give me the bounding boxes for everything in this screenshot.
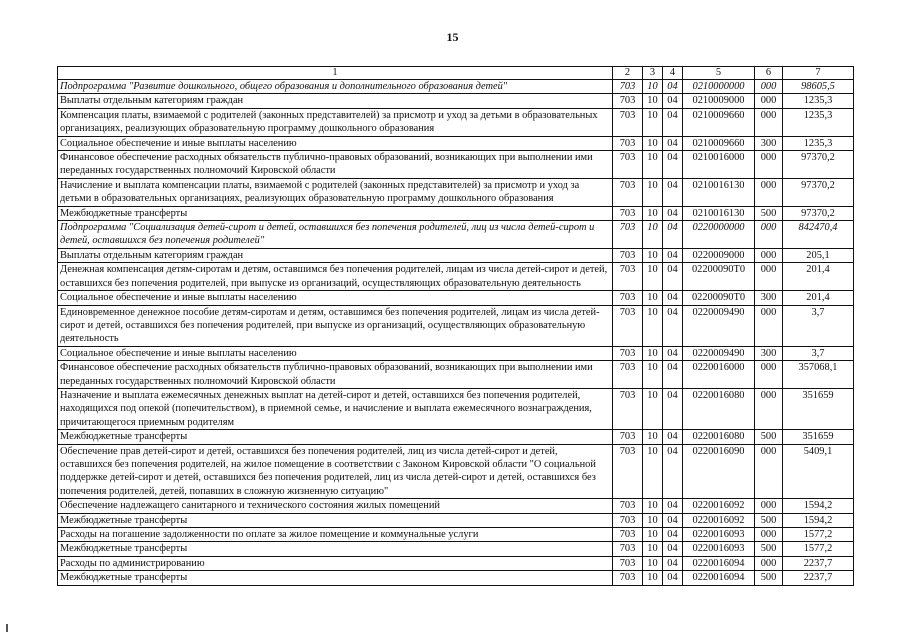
expense-type-cell: 000 [755, 80, 783, 94]
admin-code-cell: 703 [613, 178, 643, 206]
subsection-cell: 04 [663, 444, 683, 499]
row-name-cell: Обеспечение надлежащего санитарного и технического состояния жилых помещений [58, 499, 613, 513]
table-row [58, 80, 854, 94]
target-article-cell: 0220016092 [683, 499, 755, 513]
target-article-cell: 0210016000 [683, 151, 755, 179]
row-name-cell: Межбюджетные трансферты [58, 430, 613, 444]
amount-cell: 842470,4 [783, 221, 854, 249]
section-cell: 10 [643, 528, 663, 542]
admin-code-cell: 703 [613, 430, 643, 444]
amount-cell: 205,1 [783, 248, 854, 262]
admin-code-cell: 703 [613, 108, 643, 136]
subsection-cell: 04 [663, 388, 683, 429]
expense-type-cell: 300 [755, 346, 783, 360]
target-article-cell: 0210016130 [683, 206, 755, 220]
target-article-cell: 0220016080 [683, 430, 755, 444]
section-cell: 10 [643, 346, 663, 360]
row-name-cell: Начисление и выплата компенсации платы, взимаемой с родителей (законных представителей) за присмотр и уход за детьми в образовательных организациях, реализующих образовательную программу дошкольного образования [58, 178, 613, 206]
section-cell: 10 [643, 136, 663, 150]
expense-type-cell: 500 [755, 513, 783, 527]
expense-type-cell: 500 [755, 542, 783, 556]
subsection-cell: 04 [663, 361, 683, 389]
admin-code-cell: 703 [613, 361, 643, 389]
amount-cell: 3,7 [783, 346, 854, 360]
table-body [58, 80, 854, 586]
admin-code-cell: 703 [613, 291, 643, 305]
target-article-cell: 0220016093 [683, 528, 755, 542]
target-article-cell: 0220016094 [683, 556, 755, 570]
admin-code-cell: 703 [613, 248, 643, 262]
expense-type-cell: 000 [755, 94, 783, 108]
admin-code-cell: 703 [613, 542, 643, 556]
section-cell: 10 [643, 305, 663, 346]
target-article-cell: 0210000000 [683, 80, 755, 94]
amount-cell: 1594,2 [783, 513, 854, 527]
table-row [58, 108, 854, 136]
table-header-row [58, 67, 854, 80]
row-name-cell: Социальное обеспечение и иные выплаты населению [58, 346, 613, 360]
target-article-cell: 02200090Т0 [683, 263, 755, 291]
expense-type-cell: 500 [755, 206, 783, 220]
expense-type-cell: 000 [755, 178, 783, 206]
section-cell: 10 [643, 263, 663, 291]
table-row [58, 221, 854, 249]
section-cell: 10 [643, 388, 663, 429]
amount-cell: 2237,7 [783, 571, 854, 585]
expense-type-cell: 000 [755, 221, 783, 249]
section-cell: 10 [643, 556, 663, 570]
subsection-cell: 04 [663, 542, 683, 556]
expense-type-cell: 000 [755, 151, 783, 179]
expense-type-cell: 500 [755, 430, 783, 444]
table-row [58, 151, 854, 179]
header-cell: 2 [613, 67, 643, 80]
amount-cell: 2237,7 [783, 556, 854, 570]
row-name-cell: Расходы по администрированию [58, 556, 613, 570]
table-row [58, 556, 854, 570]
section-cell: 10 [643, 151, 663, 179]
amount-cell: 1235,3 [783, 136, 854, 150]
section-cell: 10 [643, 178, 663, 206]
table-row [58, 291, 854, 305]
row-name-cell: Межбюджетные трансферты [58, 513, 613, 527]
section-cell: 10 [643, 80, 663, 94]
section-cell: 10 [643, 206, 663, 220]
admin-code-cell: 703 [613, 206, 643, 220]
admin-code-cell: 703 [613, 499, 643, 513]
admin-code-cell: 703 [613, 221, 643, 249]
row-name-cell: Компенсация платы, взимаемой с родителей (законных представителей) за присмотр и уход за детьми в образовательных организациях, реализующих образовательную программу дошкольного образования [58, 108, 613, 136]
target-article-cell: 0210009660 [683, 136, 755, 150]
admin-code-cell: 703 [613, 444, 643, 499]
admin-code-cell: 703 [613, 346, 643, 360]
amount-cell: 357068,1 [783, 361, 854, 389]
amount-cell: 98605,5 [783, 80, 854, 94]
row-name-cell: Обеспечение прав детей-сирот и детей, оставшихся без попечения родителей, лиц из числа детей-сирот и детей, оставшихся без попечения родителей, на жилое помещение в соответствии с Законом Кировской области "О социальной поддержке детей-сирот и детей, оставшихся без попечения родителей, лиц из числа детей-сирот и детей, оставшихся без попечения родителей, детей, попавших в сложную жизненную ситуацию" [58, 444, 613, 499]
amount-cell: 351659 [783, 388, 854, 429]
subsection-cell: 04 [663, 136, 683, 150]
subsection-cell: 04 [663, 80, 683, 94]
target-article-cell: 0220009490 [683, 346, 755, 360]
header-cell: 5 [683, 67, 755, 80]
row-name-cell: Межбюджетные трансферты [58, 206, 613, 220]
scan-edge-mark [6, 624, 8, 632]
header-cell: 7 [783, 67, 854, 80]
admin-code-cell: 703 [613, 80, 643, 94]
admin-code-cell: 703 [613, 556, 643, 570]
table-row [58, 94, 854, 108]
table-row [58, 388, 854, 429]
expense-type-cell: 000 [755, 108, 783, 136]
row-name-cell: Социальное обеспечение и иные выплаты населению [58, 291, 613, 305]
subsection-cell: 04 [663, 513, 683, 527]
admin-code-cell: 703 [613, 136, 643, 150]
table-row [58, 444, 854, 499]
table-row [58, 178, 854, 206]
expense-type-cell: 000 [755, 361, 783, 389]
target-article-cell: 0210009000 [683, 94, 755, 108]
row-name-cell: Подпрограмма "Развитие дошкольного, общего образования и дополнительного образования детей" [58, 80, 613, 94]
section-cell: 10 [643, 571, 663, 585]
table-row [58, 248, 854, 262]
row-name-cell: Социальное обеспечение и иные выплаты населению [58, 136, 613, 150]
row-name-cell: Единовременное денежное пособие детям-сиротам и детям, оставшимся без попечения родителей, лицам из числа детей-сирот и детей, оставшихся без попечения родителей, при выпуске из организаций, осуществляющих образовательную деятельность [58, 305, 613, 346]
header-cell: 1 [58, 67, 613, 80]
admin-code-cell: 703 [613, 263, 643, 291]
section-cell: 10 [643, 221, 663, 249]
subsection-cell: 04 [663, 499, 683, 513]
expense-type-cell: 000 [755, 388, 783, 429]
subsection-cell: 04 [663, 248, 683, 262]
amount-cell: 1235,3 [783, 108, 854, 136]
header-cell: 3 [643, 67, 663, 80]
header-cell: 6 [755, 67, 783, 80]
expense-type-cell: 300 [755, 136, 783, 150]
amount-cell: 97370,2 [783, 206, 854, 220]
subsection-cell: 04 [663, 221, 683, 249]
target-article-cell: 0220016094 [683, 571, 755, 585]
expense-type-cell: 000 [755, 499, 783, 513]
subsection-cell: 04 [663, 346, 683, 360]
subsection-cell: 04 [663, 178, 683, 206]
subsection-cell: 04 [663, 305, 683, 346]
table-row [58, 206, 854, 220]
subsection-cell: 04 [663, 430, 683, 444]
amount-cell: 97370,2 [783, 151, 854, 179]
amount-cell: 1235,3 [783, 94, 854, 108]
section-cell: 10 [643, 499, 663, 513]
expense-type-cell: 000 [755, 248, 783, 262]
section-cell: 10 [643, 513, 663, 527]
subsection-cell: 04 [663, 571, 683, 585]
budget-table [57, 66, 854, 586]
subsection-cell: 04 [663, 291, 683, 305]
subsection-cell: 04 [663, 263, 683, 291]
target-article-cell: 02200090Т0 [683, 291, 755, 305]
admin-code-cell: 703 [613, 388, 643, 429]
amount-cell: 201,4 [783, 291, 854, 305]
target-article-cell: 0220009000 [683, 248, 755, 262]
amount-cell: 1577,2 [783, 528, 854, 542]
table-row [58, 136, 854, 150]
table-row [58, 528, 854, 542]
target-article-cell: 0220009490 [683, 305, 755, 346]
row-name-cell: Выплаты отдельным категориям граждан [58, 248, 613, 262]
subsection-cell: 04 [663, 556, 683, 570]
amount-cell: 3,7 [783, 305, 854, 346]
section-cell: 10 [643, 291, 663, 305]
table-row [58, 305, 854, 346]
row-name-cell: Денежная компенсация детям-сиротам и детям, оставшимся без попечения родителей, лицам из числа детей-сирот и детей, оставшихся без попечения родителей, при выпуске из организаций, осуществляющих образовательную деятельность [58, 263, 613, 291]
section-cell: 10 [643, 361, 663, 389]
row-name-cell: Межбюджетные трансферты [58, 542, 613, 556]
row-name-cell: Выплаты отдельным категориям граждан [58, 94, 613, 108]
table-row [58, 346, 854, 360]
row-name-cell: Назначение и выплата ежемесячных денежных выплат на детей-сирот и детей, оставшихся без попечения родителей, находящихся под опекой (попечительством), в приемной семье, и начисление и выплата ежемесячного вознаграждения, причитающегося приемным родителям [58, 388, 613, 429]
table-row [58, 361, 854, 389]
header-cell: 4 [663, 67, 683, 80]
subsection-cell: 04 [663, 94, 683, 108]
amount-cell: 97370,2 [783, 178, 854, 206]
admin-code-cell: 703 [613, 571, 643, 585]
page-number: 15 [446, 30, 459, 44]
admin-code-cell: 703 [613, 305, 643, 346]
target-article-cell: 0220000000 [683, 221, 755, 249]
table-row [58, 263, 854, 291]
subsection-cell: 04 [663, 108, 683, 136]
row-name-cell: Подпрограмма "Социализация детей-сирот и детей, оставшихся без попечения родителей, лиц из числа детей-сирот и детей, оставшихся без попечения родителей" [58, 221, 613, 249]
row-name-cell: Межбюджетные трансферты [58, 571, 613, 585]
expense-type-cell: 300 [755, 291, 783, 305]
amount-cell: 5409,1 [783, 444, 854, 499]
amount-cell: 1594,2 [783, 499, 854, 513]
section-cell: 10 [643, 108, 663, 136]
section-cell: 10 [643, 542, 663, 556]
target-article-cell: 0220016080 [683, 388, 755, 429]
target-article-cell: 0210016130 [683, 178, 755, 206]
table-row [58, 571, 854, 585]
target-article-cell: 0220016093 [683, 542, 755, 556]
section-cell: 10 [643, 444, 663, 499]
amount-cell: 351659 [783, 430, 854, 444]
target-article-cell: 0220016000 [683, 361, 755, 389]
subsection-cell: 04 [663, 151, 683, 179]
table-row [58, 513, 854, 527]
admin-code-cell: 703 [613, 528, 643, 542]
expense-type-cell: 000 [755, 444, 783, 499]
row-name-cell: Финансовое обеспечение расходных обязательств публично-правовых образований, возникающих при выполнении ими переданных государственных полномочий Кировской области [58, 361, 613, 389]
admin-code-cell: 703 [613, 513, 643, 527]
amount-cell: 201,4 [783, 263, 854, 291]
target-article-cell: 0220016090 [683, 444, 755, 499]
admin-code-cell: 703 [613, 151, 643, 179]
table-row [58, 430, 854, 444]
subsection-cell: 04 [663, 206, 683, 220]
row-name-cell: Расходы на погашение задолженности по оплате за жилое помещение и коммунальные услуги [58, 528, 613, 542]
expense-type-cell: 000 [755, 305, 783, 346]
section-cell: 10 [643, 430, 663, 444]
target-article-cell: 0220016092 [683, 513, 755, 527]
expense-type-cell: 000 [755, 263, 783, 291]
row-name-cell: Финансовое обеспечение расходных обязательств публично-правовых образований, возникающих при выполнении ими переданных государственных полномочий Кировской области [58, 151, 613, 179]
subsection-cell: 04 [663, 528, 683, 542]
amount-cell: 1577,2 [783, 542, 854, 556]
table-row [58, 542, 854, 556]
expense-type-cell: 500 [755, 571, 783, 585]
section-cell: 10 [643, 248, 663, 262]
expense-type-cell: 000 [755, 528, 783, 542]
target-article-cell: 0210009660 [683, 108, 755, 136]
expense-type-cell: 000 [755, 556, 783, 570]
table-row [58, 499, 854, 513]
admin-code-cell: 703 [613, 94, 643, 108]
section-cell: 10 [643, 94, 663, 108]
